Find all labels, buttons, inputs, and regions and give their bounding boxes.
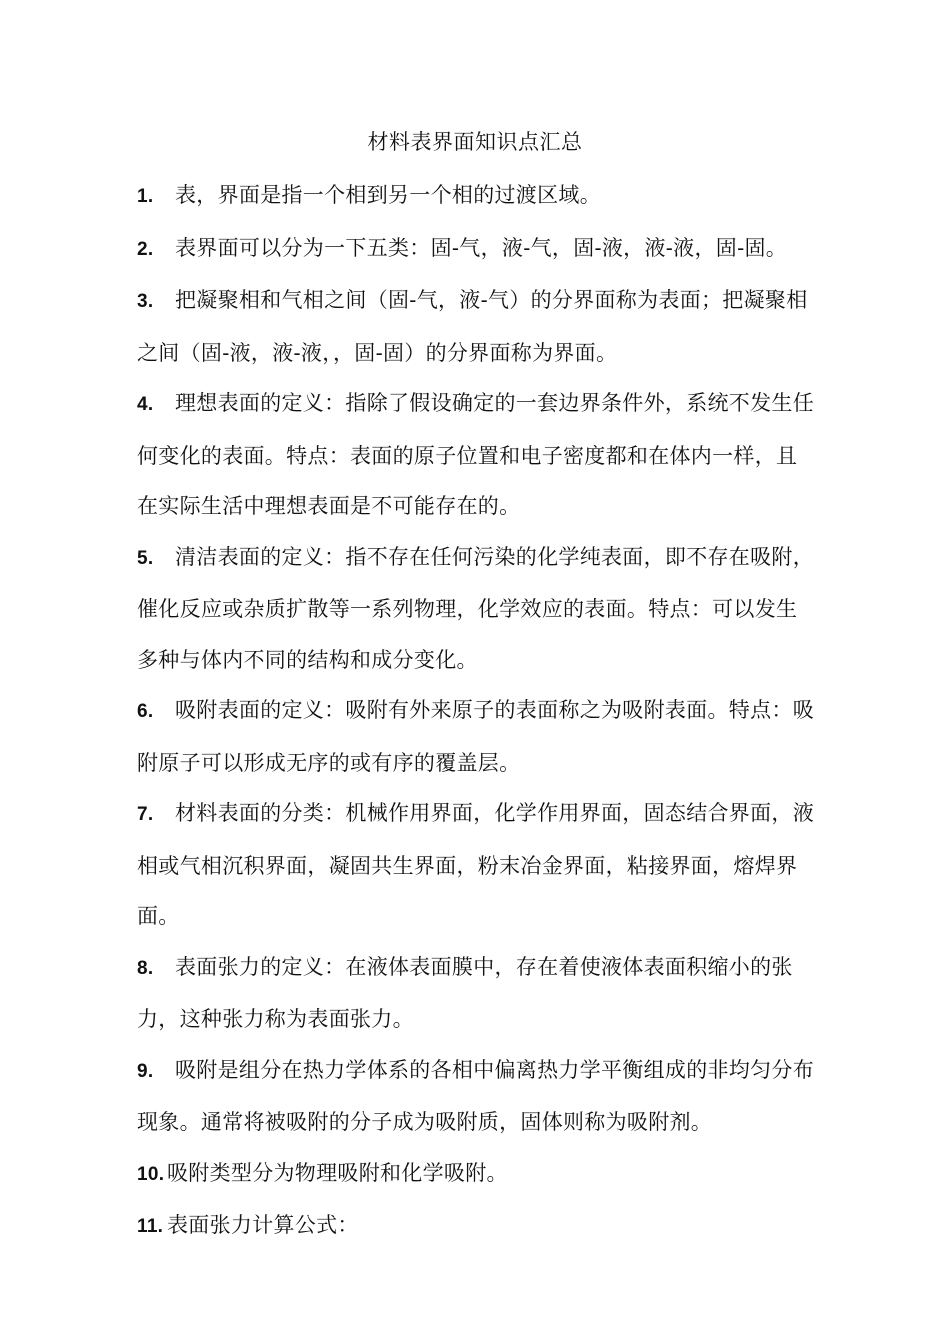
item-text: 表面张力计算公式： [167, 1213, 359, 1237]
list-item [137, 1148, 817, 1201]
item-number: 2. [137, 238, 154, 260]
item-number: 3. [137, 291, 154, 312]
item-text: 表面张力的定义：在液体表面膜中，存在着使液体表面积缩小的张力，这种张力称为表面张力。 [137, 954, 793, 1031]
item-number: 6. [137, 701, 154, 722]
list-item [137, 378, 817, 532]
item-number: 8. [137, 957, 154, 979]
list-item [137, 685, 817, 788]
item-text: 吸附表面的定义：吸附有外来原子的表面称之为吸附表面。特点：吸附原子可以形成无序的或有序的覆盖层。 [137, 698, 814, 775]
item-number: 5. [137, 547, 154, 569]
knowledge-point-list [137, 170, 817, 1253]
item-text: 吸附是组分在热力学体系的各相中偏离热力学平衡组成的非均匀分布现象。通常将被吸附的分子成为吸附质，固体则称为吸附剂。 [137, 1057, 814, 1134]
list-item [137, 170, 817, 223]
list-item [137, 275, 817, 378]
item-number: 1. [137, 186, 154, 207]
item-text: 材料表面的分类：机械作用界面，化学作用界面，固态结合界面，液相或气相沉积界面，凝固共生界面，粉末冶金界面，粘接界面，熔焊界面。 [137, 801, 814, 928]
item-number: 9. [137, 1060, 154, 1082]
item-text: 表，界面是指一个相到另一个相的过渡区域。 [175, 183, 601, 207]
item-text: 把凝聚相和气相之间（固-气，液-气）的分界面称为表面；把凝聚相之间（固-液，液-液，，固-固）的分界面称为界面。 [137, 288, 808, 365]
list-item [137, 1045, 817, 1148]
list-item [137, 532, 817, 686]
item-number: 10. [137, 1163, 165, 1185]
item-text: 表界面可以分为一下五类：固-气，液-气，固-液，液-液，固-固。 [175, 235, 788, 260]
item-text: 清洁表面的定义：指不存在任何污染的化学纯表面，即不存在吸附，催化反应或杂质扩散等一系列物理，化学效应的表面。特点：可以发生多种与体内不同的结构和成分变化。 [137, 544, 814, 672]
list-item [137, 942, 817, 1045]
list-item [137, 788, 817, 942]
item-number: 7. [137, 804, 154, 825]
item-text: 吸附类型分为物理吸附和化学吸附。 [167, 1160, 508, 1185]
item-number: 11. [137, 1216, 164, 1237]
list-item [137, 223, 817, 276]
item-text: 理想表面的定义：指除了假设确定的一套边界条件外，系统不发生任何变化的表面。特点：表面的原子位置和电子密度都和在体内一样，且在实际生活中理想表面是不可能存在的。 [137, 391, 814, 518]
document-title: 材料表界面知识点汇总 [367, 130, 583, 154]
list-item [137, 1200, 817, 1253]
item-number: 4. [137, 394, 154, 415]
